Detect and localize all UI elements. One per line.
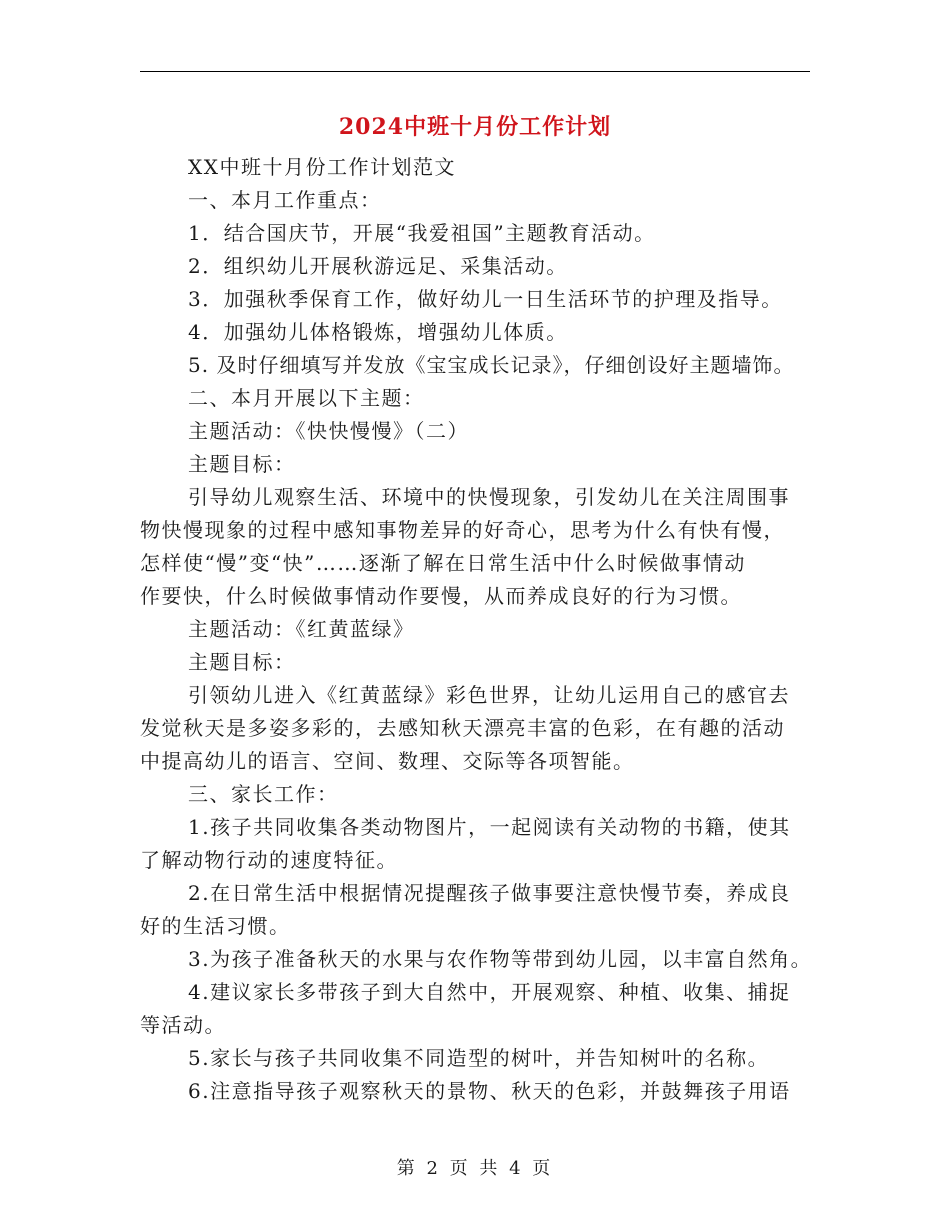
- paragraph-line: 作要快，什么时候做事情动作要慢，从而养成良好的行为习惯。: [140, 584, 742, 608]
- list-item: 2．组织幼儿开展秋游远足、采集活动。: [188, 254, 568, 278]
- header-rule: [140, 71, 810, 72]
- paragraph-line: 物快慢现象的过程中感知事物差异的好奇心，思考为什么有快有慢，: [140, 518, 785, 542]
- list-item: 4．加强幼儿体格锻炼，增强幼儿体质。: [188, 320, 568, 344]
- list-item: 5.家长与孩子共同收集不同造型的树叶，并告知树叶的名称。: [188, 1046, 770, 1070]
- list-item: 1.孩子共同收集各类动物图片，一起阅读有关动物的书籍，使其: [188, 815, 791, 839]
- section-heading: 二、本月开展以下主题：: [188, 386, 425, 410]
- list-item: 4.建议家长多带孩子到大自然中，开展观察、种植、收集、捕捉: [188, 980, 791, 1004]
- list-item-continuation: 了解动物行动的速度特征。: [140, 848, 398, 872]
- document-title: 2024中班十月份工作计划: [338, 114, 612, 140]
- list-item-continuation: 好的生活习惯。: [140, 914, 291, 938]
- theme-goal-label: 主题目标：: [188, 650, 296, 674]
- theme-goal-label: 主题目标：: [188, 452, 296, 476]
- list-item-continuation: 等活动。: [140, 1013, 226, 1037]
- list-item: 2.在日常生活中根据情况提醒孩子做事要注意快慢节奏，养成良: [188, 881, 791, 905]
- body-line: XX中班十月份工作计划范文: [188, 155, 456, 179]
- theme-activity: 主题活动：《快快慢慢》（二）: [188, 419, 469, 443]
- list-item: 3.为孩子准备秋天的水果与农作物等带到幼儿园，以丰富自然角。: [188, 947, 813, 971]
- list-item: 6.注意指导孩子观察秋天的景物、秋天的色彩，并鼓舞孩子用语: [188, 1079, 791, 1103]
- list-item: 5. 及时仔细填写并发放《宝宝成长记录》，仔细创设好主题墙饰。: [188, 353, 795, 377]
- section-heading: 三、家长工作：: [188, 782, 339, 806]
- theme-activity: 主题活动：《红黄蓝绿》: [188, 617, 415, 641]
- list-item: 1．结合国庆节，开展“我爱祖国”主题教育活动。: [188, 221, 656, 245]
- paragraph-line: 发觉秋天是多姿多彩的，去感知秋天漂亮丰富的色彩，在有趣的活动: [140, 716, 785, 740]
- paragraph-line: 怎样使“慢”变“快”……逐渐了解在日常生活中什么时候做事情动: [140, 551, 746, 575]
- paragraph-line: 中提高幼儿的语言、空间、数理、交际等各项智能。: [140, 749, 635, 773]
- page-footer: 第 2 页 共 4 页: [396, 1158, 554, 1179]
- section-heading: 一、本月工作重点：: [188, 188, 382, 212]
- paragraph-line: 引导幼儿观察生活、环境中的快慢现象，引发幼儿在关注周围事: [188, 485, 790, 509]
- paragraph-line: 引领幼儿进入《红黄蓝绿》彩色世界，让幼儿运用自己的感官去: [188, 683, 790, 707]
- list-item: 3．加强秋季保育工作，做好幼儿一日生活环节的护理及指导。: [188, 287, 783, 311]
